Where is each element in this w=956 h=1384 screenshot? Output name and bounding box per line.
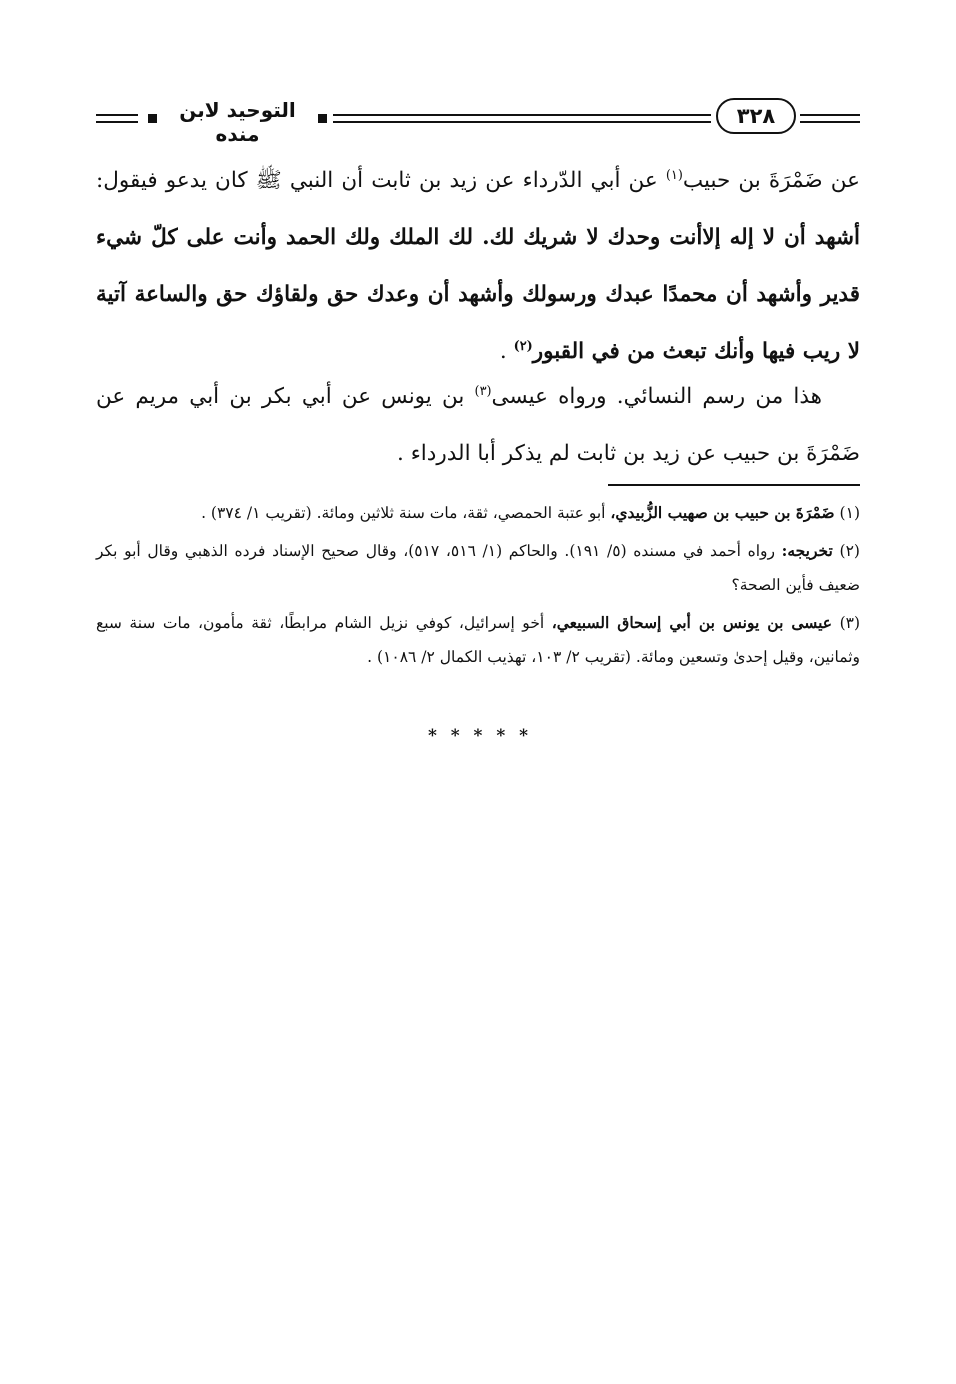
footnote-marker: (٢) bbox=[839, 542, 860, 560]
footnote-3 bbox=[96, 606, 860, 674]
paragraph-text: عن أبي الدّرداء عن زيد بن ثابت أن النبي ﷺ كان يدعو فيقول: bbox=[96, 168, 666, 193]
footnote-ref-1: (١) bbox=[665, 167, 683, 183]
footnote-label: تخريجه: bbox=[781, 541, 833, 560]
paragraph-text: بن يونس عن أبي بكر بن أبي مريم عن ضَمْرَةَ بن حبيب عن زيد بن ثابت لم يذكر أبا الدرداء . bbox=[96, 384, 860, 466]
body-paragraph-1 bbox=[96, 152, 860, 380]
running-title: التوحيد لابن منده bbox=[179, 98, 296, 146]
footnote-ref-3: (٣) bbox=[474, 383, 492, 399]
footnote-marker: (١) bbox=[839, 504, 860, 522]
hadith-text: أشهد أن لا إله إلاأنت وحدك لا شريك لك. لك الملك ولك الحمد وأنت على كلّ شيء قدير وأشهد أن محمدًا عبدك ورسولك وأشهد أن وعدك حق ولقاؤك حق والساعة آتية لا ريب فيها وأنك تبعث من في القبور bbox=[96, 225, 860, 364]
header-dot-left bbox=[148, 114, 157, 123]
paragraph-text: عن ضَمْرَةَ بن حبيب bbox=[682, 168, 860, 193]
header-rule-left bbox=[96, 114, 138, 123]
page-number: ٣٢٨ bbox=[716, 98, 796, 134]
header-rule-right bbox=[800, 114, 860, 123]
header-rule-middle bbox=[333, 114, 711, 123]
footnote-ref-2: (٢) bbox=[513, 338, 533, 354]
footnote-label: عيسى بن يونس بن أبي إسحاق السبيعي، bbox=[551, 613, 833, 632]
footnote-separator bbox=[608, 484, 860, 486]
footnotes bbox=[96, 496, 860, 678]
footnote-text: أخو إسرائيل، كوفي نزيل الشام مرابطًا، ثقة مأمون، مات سنة سبع وثمانين، وقيل إحدىٰ وتسعين ومائة. (تقريب ٢/ ١٠٣، تهذيب الكمال ٢/ ١٠٨٦) . bbox=[96, 614, 860, 666]
header-dot-right bbox=[318, 114, 327, 123]
footnote-text: رواه أحمد في مسنده (٥/ ١٩١). والحاكم (١/ ٥١٦، ٥١٧)، وقال صحيح الإسناد فرده الذهبي وقال أبو بكر ضعيف فأين الصحة؟ bbox=[96, 542, 860, 594]
footnote-marker: (٣) bbox=[839, 614, 861, 632]
paragraph-end: . bbox=[499, 339, 514, 364]
footnote-text: أبو عتبة الحمصي، ثقة، مات سنة ثلاثين ومائة. (تقريب ١/ ٣٧٤) . bbox=[201, 504, 611, 522]
footnote-2 bbox=[96, 534, 860, 602]
section-ornament: * * * * * bbox=[427, 726, 533, 746]
body-paragraph-2 bbox=[96, 368, 860, 482]
page-header bbox=[96, 96, 860, 146]
paragraph-text: هذا من رسم النسائي. ورواه عيسى bbox=[491, 384, 823, 409]
footnote-1 bbox=[96, 496, 860, 530]
footnote-label: ضَمْرَةَ بن حبيب بن صهيب الزُّبيدي، bbox=[610, 503, 835, 522]
